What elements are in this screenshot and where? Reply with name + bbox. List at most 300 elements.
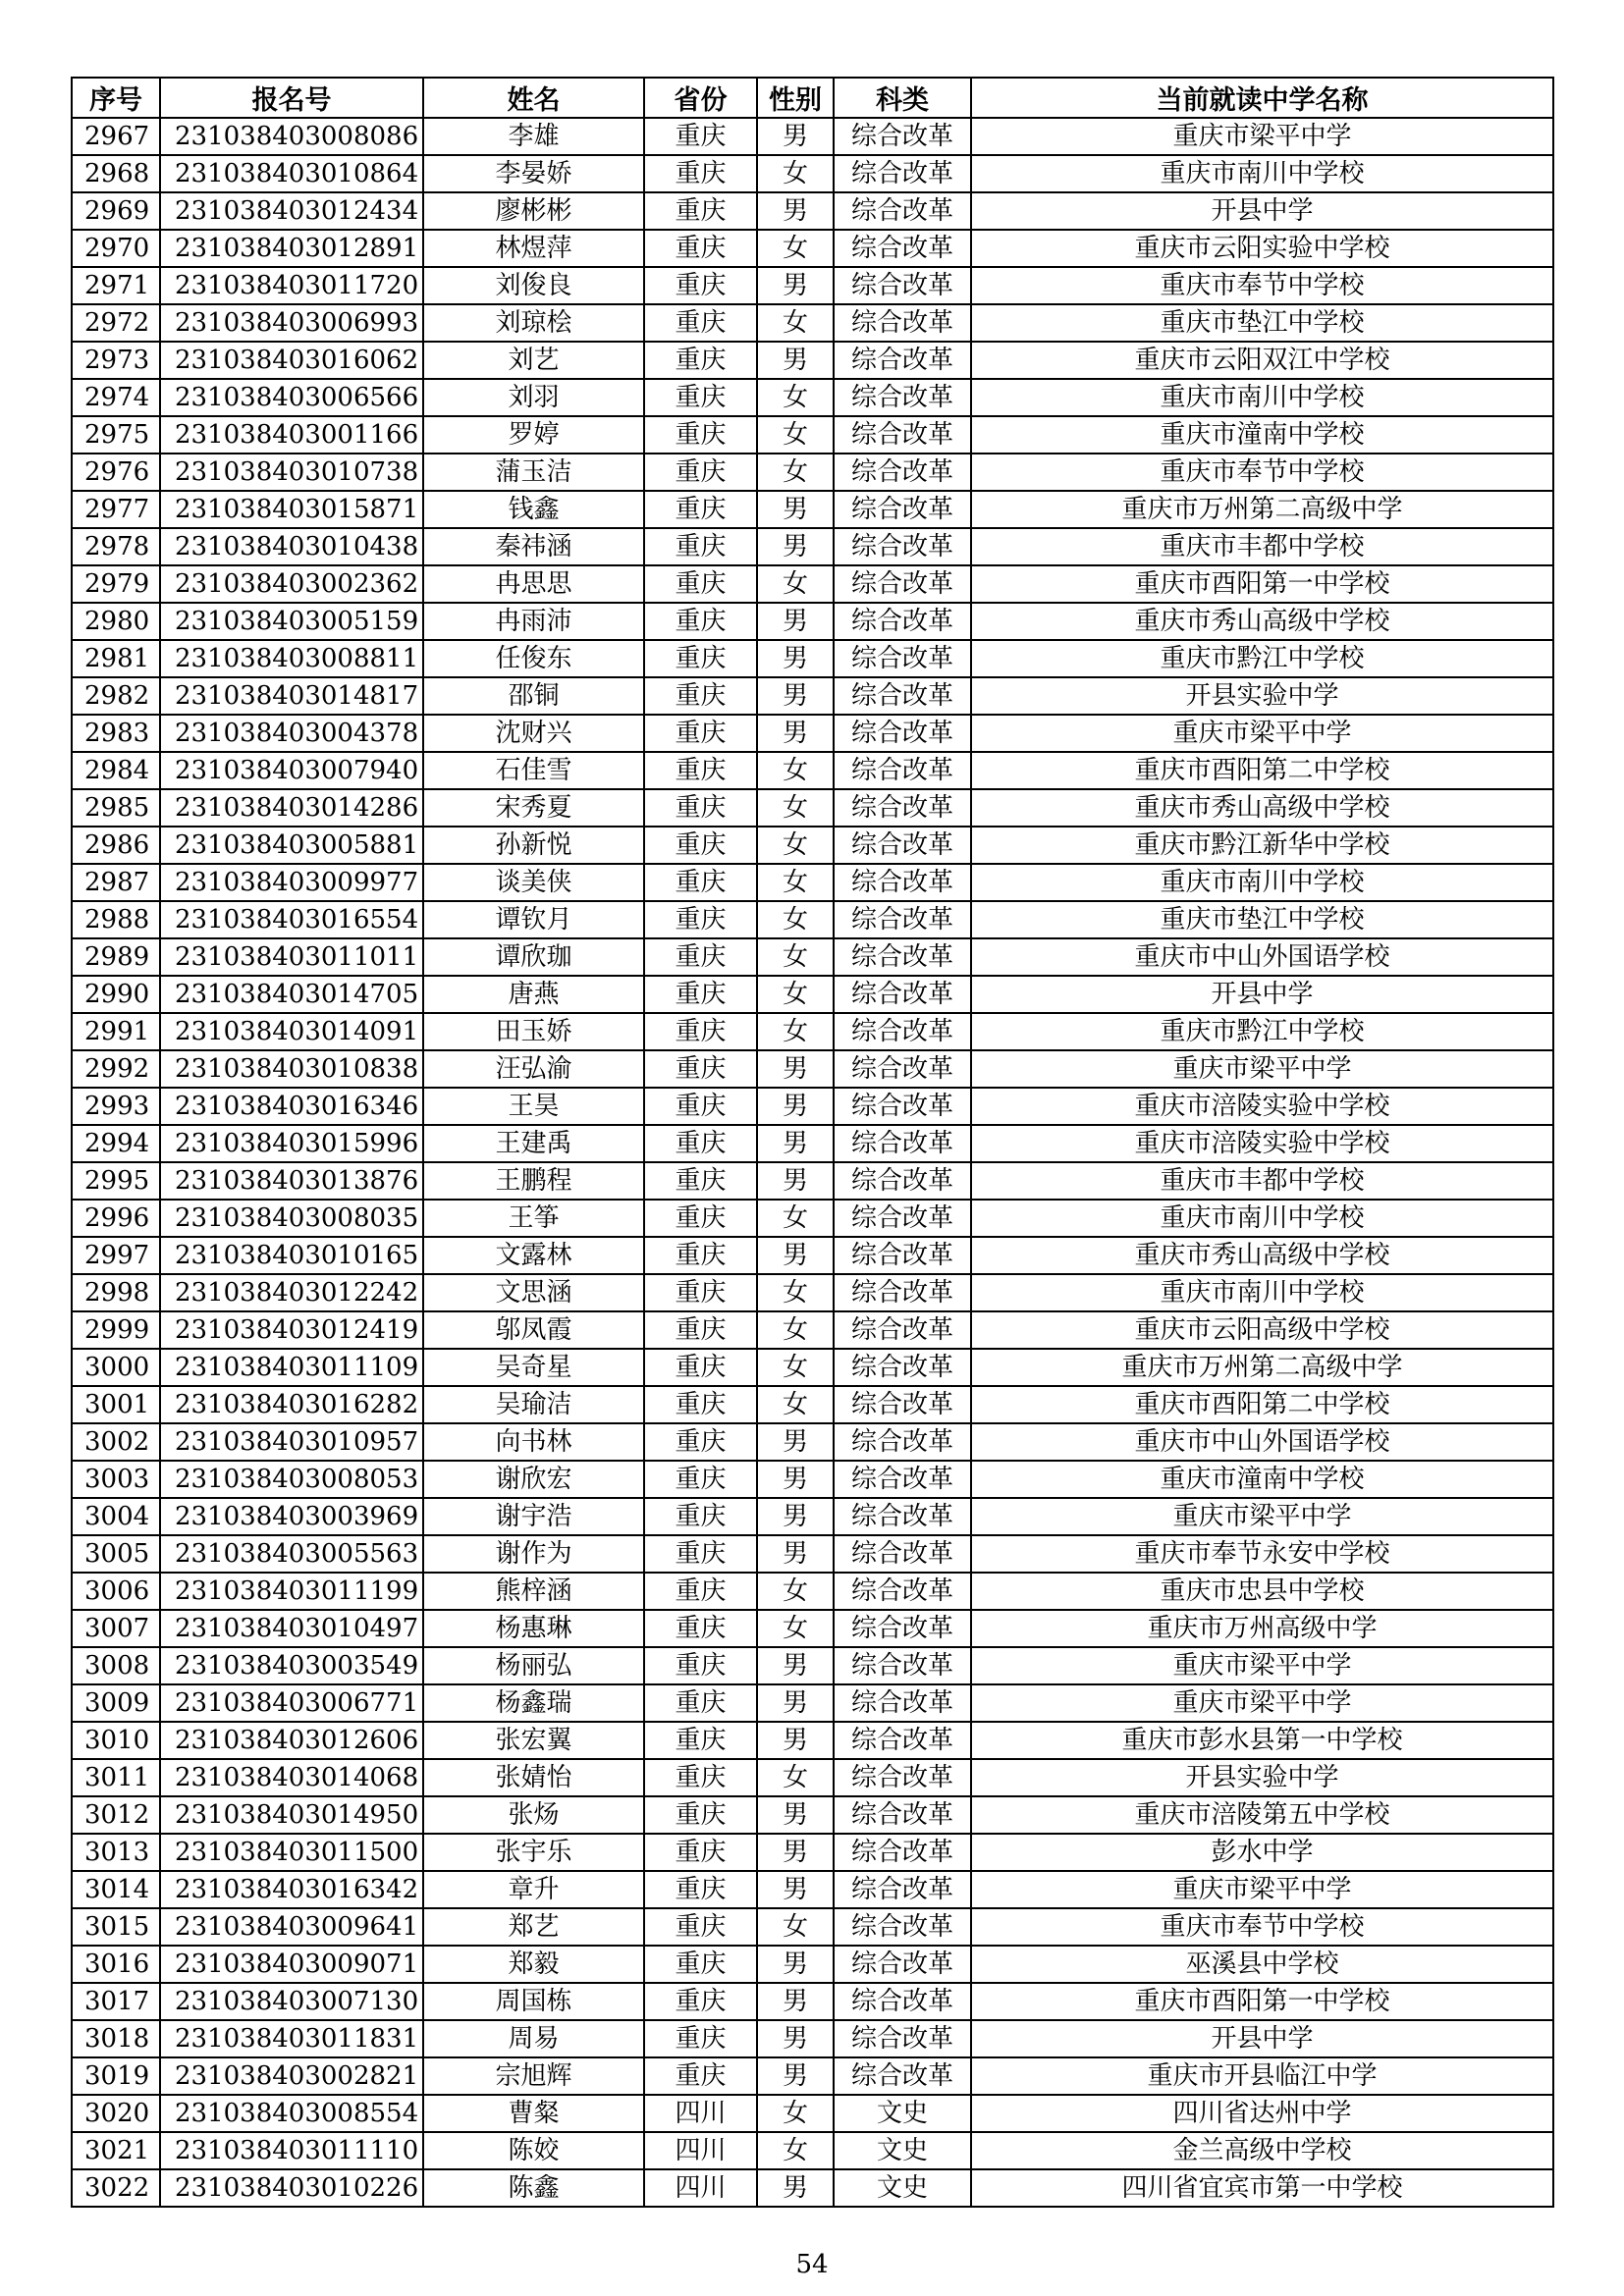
- cell-name: 谢作为: [423, 1535, 644, 1573]
- table-row: [72, 789, 1553, 827]
- cell-registration-no: 231038403016062: [160, 342, 423, 379]
- cell-seq: 3013: [72, 1834, 160, 1871]
- cell-seq: 2986: [72, 827, 160, 864]
- cell-registration-no: 231038403010864: [160, 155, 423, 192]
- cell-gender: 男: [757, 2057, 834, 2095]
- table-row: [72, 1796, 1553, 1834]
- cell-school: 重庆市梁平中学: [971, 715, 1553, 752]
- cell-gender: 女: [757, 379, 834, 416]
- cell-province: 重庆: [644, 1349, 757, 1386]
- cell-school: 开县中学: [971, 2020, 1553, 2057]
- cell-seq: 2968: [72, 155, 160, 192]
- cell-seq: 2996: [72, 1200, 160, 1237]
- cell-seq: 3011: [72, 1759, 160, 1796]
- table-row: [72, 1349, 1553, 1386]
- table-row: [72, 715, 1553, 752]
- cell-seq: 2994: [72, 1125, 160, 1162]
- cell-seq: 3003: [72, 1461, 160, 1498]
- table-row: [72, 1088, 1553, 1125]
- table-row: [72, 1684, 1553, 1722]
- cell-gender: 女: [757, 752, 834, 789]
- cell-gender: 女: [757, 1200, 834, 1237]
- cell-seq: 2980: [72, 603, 160, 640]
- cell-school: 重庆市垫江中学校: [971, 304, 1553, 342]
- cell-registration-no: 231038403008086: [160, 118, 423, 155]
- cell-seq: 2971: [72, 267, 160, 304]
- cell-category: 综合改革: [834, 342, 971, 379]
- cell-school: 重庆市中山外国语学校: [971, 1423, 1553, 1461]
- cell-school: 重庆市云阳高级中学校: [971, 1311, 1553, 1349]
- cell-province: 重庆: [644, 491, 757, 528]
- cell-seq: 2967: [72, 118, 160, 155]
- cell-category: 综合改革: [834, 677, 971, 715]
- cell-name: 王昊: [423, 1088, 644, 1125]
- cell-gender: 女: [757, 789, 834, 827]
- cell-province: 重庆: [644, 192, 757, 230]
- cell-category: 综合改革: [834, 1386, 971, 1423]
- cell-gender: 男: [757, 118, 834, 155]
- table-row: [72, 304, 1553, 342]
- cell-category: 综合改革: [834, 938, 971, 976]
- cell-name: 陈鑫: [423, 2169, 644, 2207]
- cell-province: 重庆: [644, 1834, 757, 1871]
- cell-name: 杨丽弘: [423, 1647, 644, 1684]
- cell-seq: 3001: [72, 1386, 160, 1423]
- cell-registration-no: 231038403010165: [160, 1237, 423, 1274]
- table-row: [72, 752, 1553, 789]
- cell-registration-no: 231038403013876: [160, 1162, 423, 1200]
- cell-province: 重庆: [644, 1274, 757, 1311]
- cell-category: 综合改革: [834, 491, 971, 528]
- cell-registration-no: 231038403011720: [160, 267, 423, 304]
- cell-seq: 2969: [72, 192, 160, 230]
- cell-province: 重庆: [644, 864, 757, 901]
- table-row: [72, 267, 1553, 304]
- cell-province: 重庆: [644, 1237, 757, 1274]
- cell-gender: 女: [757, 416, 834, 454]
- cell-school: 重庆市奉节中学校: [971, 454, 1553, 491]
- cell-seq: 2973: [72, 342, 160, 379]
- cell-gender: 女: [757, 1311, 834, 1349]
- table-body: [72, 118, 1553, 2207]
- cell-seq: 2978: [72, 528, 160, 565]
- cell-school: 重庆市潼南中学校: [971, 416, 1553, 454]
- cell-seq: 3020: [72, 2095, 160, 2132]
- cell-province: 重庆: [644, 1088, 757, 1125]
- header-row: [72, 78, 1553, 118]
- cell-name: 王鹏程: [423, 1162, 644, 1200]
- table-row: [72, 1983, 1553, 2020]
- cell-name: 孙新悦: [423, 827, 644, 864]
- cell-seq: 3018: [72, 2020, 160, 2057]
- cell-name: 张宇乐: [423, 1834, 644, 1871]
- cell-category: 综合改革: [834, 267, 971, 304]
- cell-province: 重庆: [644, 1423, 757, 1461]
- cell-province: 重庆: [644, 938, 757, 976]
- cell-category: 综合改革: [834, 454, 971, 491]
- cell-registration-no: 231038403006771: [160, 1684, 423, 1722]
- cell-registration-no: 231038403011110: [160, 2132, 423, 2169]
- cell-school: 彭水中学: [971, 1834, 1553, 1871]
- cell-gender: 男: [757, 1423, 834, 1461]
- cell-name: 谭欣珈: [423, 938, 644, 976]
- cell-seq: 3002: [72, 1423, 160, 1461]
- cell-category: 综合改革: [834, 1946, 971, 1983]
- cell-registration-no: 231038403005159: [160, 603, 423, 640]
- cell-gender: 女: [757, 155, 834, 192]
- table-row: [72, 118, 1553, 155]
- cell-gender: 女: [757, 565, 834, 603]
- cell-province: 重庆: [644, 752, 757, 789]
- table-row: [72, 1311, 1553, 1349]
- cell-province: 重庆: [644, 1311, 757, 1349]
- cell-category: 综合改革: [834, 2020, 971, 2057]
- cell-category: 综合改革: [834, 230, 971, 267]
- cell-registration-no: 231038403009641: [160, 1908, 423, 1946]
- table-row: [72, 901, 1553, 938]
- cell-registration-no: 231038403010838: [160, 1050, 423, 1088]
- cell-seq: 2972: [72, 304, 160, 342]
- cell-seq: 3022: [72, 2169, 160, 2207]
- cell-province: 重庆: [644, 2057, 757, 2095]
- cell-gender: 男: [757, 715, 834, 752]
- cell-registration-no: 231038403011831: [160, 2020, 423, 2057]
- cell-school: 四川省达州中学: [971, 2095, 1553, 2132]
- table-row: [72, 454, 1553, 491]
- cell-school: 重庆市丰都中学校: [971, 528, 1553, 565]
- cell-province: 重庆: [644, 1461, 757, 1498]
- cell-category: 综合改革: [834, 715, 971, 752]
- cell-gender: 男: [757, 603, 834, 640]
- cell-school: 重庆市南川中学校: [971, 1274, 1553, 1311]
- cell-gender: 男: [757, 1461, 834, 1498]
- table-row: [72, 192, 1553, 230]
- cell-school: 开县实验中学: [971, 677, 1553, 715]
- cell-category: 综合改革: [834, 1983, 971, 2020]
- cell-seq: 2992: [72, 1050, 160, 1088]
- cell-gender: 女: [757, 864, 834, 901]
- cell-registration-no: 231038403008035: [160, 1200, 423, 1237]
- table-row: [72, 1498, 1553, 1535]
- cell-seq: 2979: [72, 565, 160, 603]
- cell-category: 综合改革: [834, 1759, 971, 1796]
- cell-name: 张宏翼: [423, 1722, 644, 1759]
- cell-name: 田玉娇: [423, 1013, 644, 1050]
- cell-province: 重庆: [644, 827, 757, 864]
- cell-name: 唐燕: [423, 976, 644, 1013]
- cell-registration-no: 231038403016346: [160, 1088, 423, 1125]
- cell-seq: 3008: [72, 1647, 160, 1684]
- cell-seq: 2999: [72, 1311, 160, 1349]
- table-row: [72, 2057, 1553, 2095]
- cell-school: 重庆市梁平中学: [971, 1498, 1553, 1535]
- cell-category: 综合改革: [834, 1423, 971, 1461]
- table-row: [72, 1946, 1553, 1983]
- cell-school: 开县实验中学: [971, 1759, 1553, 1796]
- cell-gender: 男: [757, 1722, 834, 1759]
- cell-province: 重庆: [644, 267, 757, 304]
- cell-seq: 2997: [72, 1237, 160, 1274]
- cell-province: 重庆: [644, 1535, 757, 1573]
- cell-seq: 2991: [72, 1013, 160, 1050]
- cell-category: 综合改革: [834, 1834, 971, 1871]
- cell-name: 谢宇浩: [423, 1498, 644, 1535]
- cell-seq: 3007: [72, 1610, 160, 1647]
- cell-school: 重庆市酉阳第一中学校: [971, 565, 1553, 603]
- table-row: [72, 1050, 1553, 1088]
- cell-seq: 3014: [72, 1871, 160, 1908]
- cell-category: 综合改革: [834, 1722, 971, 1759]
- cell-province: 重庆: [644, 342, 757, 379]
- cell-school: 重庆市梁平中学: [971, 1684, 1553, 1722]
- cell-category: 综合改革: [834, 1311, 971, 1349]
- cell-registration-no: 231038403016342: [160, 1871, 423, 1908]
- cell-school: 重庆市梁平中学: [971, 118, 1553, 155]
- table-row: [72, 1573, 1553, 1610]
- cell-gender: 女: [757, 1908, 834, 1946]
- table-row: [72, 1274, 1553, 1311]
- cell-province: 重庆: [644, 1573, 757, 1610]
- cell-province: 重庆: [644, 118, 757, 155]
- cell-school: 重庆市秀山高级中学校: [971, 603, 1553, 640]
- cell-name: 章升: [423, 1871, 644, 1908]
- cell-name: 蒲玉洁: [423, 454, 644, 491]
- cell-province: 重庆: [644, 230, 757, 267]
- admission-list-sheet: [71, 77, 1554, 2208]
- cell-school: 重庆市忠县中学校: [971, 1573, 1553, 1610]
- header-name: 姓名: [423, 78, 644, 118]
- cell-school: 重庆市云阳实验中学校: [971, 230, 1553, 267]
- cell-name: 杨鑫瑞: [423, 1684, 644, 1722]
- cell-gender: 女: [757, 1013, 834, 1050]
- table-row: [72, 1759, 1553, 1796]
- cell-school: 重庆市南川中学校: [971, 1200, 1553, 1237]
- cell-seq: 2989: [72, 938, 160, 976]
- cell-seq: 2990: [72, 976, 160, 1013]
- cell-school: 重庆市南川中学校: [971, 379, 1553, 416]
- cell-province: 重庆: [644, 1200, 757, 1237]
- cell-gender: 男: [757, 640, 834, 677]
- cell-seq: 3017: [72, 1983, 160, 2020]
- cell-name: 郑艺: [423, 1908, 644, 1946]
- cell-gender: 男: [757, 1834, 834, 1871]
- cell-category: 综合改革: [834, 379, 971, 416]
- cell-category: 综合改革: [834, 1684, 971, 1722]
- cell-school: 重庆市南川中学校: [971, 155, 1553, 192]
- cell-name: 文思涵: [423, 1274, 644, 1311]
- cell-category: 综合改革: [834, 304, 971, 342]
- cell-category: 综合改革: [834, 1013, 971, 1050]
- header-gender: 性别: [757, 78, 834, 118]
- table-row: [72, 1162, 1553, 1200]
- cell-gender: 男: [757, 1871, 834, 1908]
- cell-category: 综合改革: [834, 1088, 971, 1125]
- cell-seq: 2983: [72, 715, 160, 752]
- table-row: [72, 640, 1553, 677]
- cell-gender: 男: [757, 1946, 834, 1983]
- cell-school: 重庆市涪陵实验中学校: [971, 1088, 1553, 1125]
- cell-seq: 2988: [72, 901, 160, 938]
- cell-gender: 女: [757, 976, 834, 1013]
- cell-registration-no: 231038403004378: [160, 715, 423, 752]
- cell-province: 重庆: [644, 565, 757, 603]
- cell-category: 综合改革: [834, 1200, 971, 1237]
- cell-registration-no: 231038403010957: [160, 1423, 423, 1461]
- cell-name: 向书林: [423, 1423, 644, 1461]
- cell-category: 综合改革: [834, 864, 971, 901]
- cell-province: 重庆: [644, 2020, 757, 2057]
- cell-seq: 3019: [72, 2057, 160, 2095]
- cell-school: 重庆市奉节永安中学校: [971, 1535, 1553, 1573]
- cell-province: 重庆: [644, 155, 757, 192]
- cell-name: 周易: [423, 2020, 644, 2057]
- cell-gender: 男: [757, 1796, 834, 1834]
- cell-province: 重庆: [644, 1796, 757, 1834]
- cell-gender: 女: [757, 230, 834, 267]
- cell-category: 综合改革: [834, 1535, 971, 1573]
- cell-name: 刘艺: [423, 342, 644, 379]
- cell-name: 刘俊良: [423, 267, 644, 304]
- cell-school: 开县中学: [971, 192, 1553, 230]
- cell-name: 谢欣宏: [423, 1461, 644, 1498]
- table-row: [72, 528, 1553, 565]
- table-row: [72, 565, 1553, 603]
- cell-gender: 女: [757, 2095, 834, 2132]
- cell-seq: 2975: [72, 416, 160, 454]
- cell-registration-no: 231038403010738: [160, 454, 423, 491]
- cell-category: 综合改革: [834, 1871, 971, 1908]
- cell-category: 综合改革: [834, 528, 971, 565]
- cell-registration-no: 231038403001166: [160, 416, 423, 454]
- cell-registration-no: 231038403008811: [160, 640, 423, 677]
- cell-gender: 女: [757, 1349, 834, 1386]
- cell-school: 重庆市垫江中学校: [971, 901, 1553, 938]
- cell-province: 四川: [644, 2095, 757, 2132]
- cell-gender: 女: [757, 454, 834, 491]
- cell-registration-no: 231038403010226: [160, 2169, 423, 2207]
- cell-gender: 女: [757, 1573, 834, 1610]
- cell-category: 综合改革: [834, 1647, 971, 1684]
- table-row: [72, 864, 1553, 901]
- cell-school: 重庆市酉阳第一中学校: [971, 1983, 1553, 2020]
- cell-province: 四川: [644, 2169, 757, 2207]
- table-row: [72, 1125, 1553, 1162]
- table-row: [72, 1610, 1553, 1647]
- cell-name: 王建禹: [423, 1125, 644, 1162]
- cell-seq: 3005: [72, 1535, 160, 1573]
- cell-registration-no: 231038403016554: [160, 901, 423, 938]
- table-row: [72, 1908, 1553, 1946]
- cell-name: 陈姣: [423, 2132, 644, 2169]
- table-row: [72, 2020, 1553, 2057]
- cell-registration-no: 231038403011011: [160, 938, 423, 976]
- cell-gender: 男: [757, 1237, 834, 1274]
- cell-province: 重庆: [644, 1684, 757, 1722]
- cell-registration-no: 231038403016282: [160, 1386, 423, 1423]
- cell-gender: 男: [757, 528, 834, 565]
- table-row: [72, 416, 1553, 454]
- cell-name: 钱鑫: [423, 491, 644, 528]
- cell-school: 重庆市中山外国语学校: [971, 938, 1553, 976]
- cell-registration-no: 231038403012434: [160, 192, 423, 230]
- cell-seq: 3016: [72, 1946, 160, 1983]
- cell-province: 重庆: [644, 1983, 757, 2020]
- cell-category: 文史: [834, 2169, 971, 2207]
- cell-gender: 男: [757, 1535, 834, 1573]
- cell-school: 重庆市秀山高级中学校: [971, 1237, 1553, 1274]
- cell-school: 重庆市梁平中学: [971, 1647, 1553, 1684]
- cell-school: 重庆市南川中学校: [971, 864, 1553, 901]
- cell-province: 重庆: [644, 1162, 757, 1200]
- table-row: [72, 379, 1553, 416]
- header-registration-no: 报名号: [160, 78, 423, 118]
- cell-gender: 女: [757, 938, 834, 976]
- cell-registration-no: 231038403002821: [160, 2057, 423, 2095]
- cell-name: 冉雨沛: [423, 603, 644, 640]
- cell-registration-no: 231038403012242: [160, 1274, 423, 1311]
- cell-seq: 2993: [72, 1088, 160, 1125]
- cell-school: 重庆市万州高级中学: [971, 1610, 1553, 1647]
- cell-name: 李雄: [423, 118, 644, 155]
- cell-category: 综合改革: [834, 1573, 971, 1610]
- cell-name: 刘琼桧: [423, 304, 644, 342]
- cell-seq: 2970: [72, 230, 160, 267]
- cell-name: 汪弘渝: [423, 1050, 644, 1088]
- cell-registration-no: 231038403014091: [160, 1013, 423, 1050]
- cell-category: 综合改革: [834, 1461, 971, 1498]
- table-row: [72, 491, 1553, 528]
- cell-school: 重庆市涪陵第五中学校: [971, 1796, 1553, 1834]
- cell-seq: 3015: [72, 1908, 160, 1946]
- cell-school: 重庆市奉节中学校: [971, 267, 1553, 304]
- cell-school: 重庆市开县临江中学: [971, 2057, 1553, 2095]
- table-row: [72, 1013, 1553, 1050]
- cell-category: 综合改革: [834, 789, 971, 827]
- cell-gender: 男: [757, 1983, 834, 2020]
- admission-table: [71, 77, 1554, 2208]
- cell-province: 重庆: [644, 1050, 757, 1088]
- cell-seq: 2984: [72, 752, 160, 789]
- cell-category: 综合改革: [834, 976, 971, 1013]
- cell-gender: 女: [757, 1610, 834, 1647]
- header-category: 科类: [834, 78, 971, 118]
- cell-registration-no: 231038403011109: [160, 1349, 423, 1386]
- cell-registration-no: 231038403008554: [160, 2095, 423, 2132]
- cell-name: 张炀: [423, 1796, 644, 1834]
- table-row: [72, 1722, 1553, 1759]
- cell-category: 综合改革: [834, 416, 971, 454]
- cell-province: 重庆: [644, 1759, 757, 1796]
- cell-category: 综合改革: [834, 1796, 971, 1834]
- cell-province: 重庆: [644, 1946, 757, 1983]
- cell-category: 文史: [834, 2132, 971, 2169]
- cell-registration-no: 231038403006566: [160, 379, 423, 416]
- cell-province: 重庆: [644, 976, 757, 1013]
- cell-school: 重庆市梁平中学: [971, 1871, 1553, 1908]
- table-row: [72, 1871, 1553, 1908]
- cell-province: 四川: [644, 2132, 757, 2169]
- cell-gender: 女: [757, 1759, 834, 1796]
- table-row: [72, 976, 1553, 1013]
- cell-gender: 女: [757, 1274, 834, 1311]
- cell-seq: 2995: [72, 1162, 160, 1200]
- cell-category: 文史: [834, 2095, 971, 2132]
- cell-seq: 2974: [72, 379, 160, 416]
- cell-seq: 2982: [72, 677, 160, 715]
- table-row: [72, 1386, 1553, 1423]
- cell-registration-no: 231038403003549: [160, 1647, 423, 1684]
- cell-category: 综合改革: [834, 1050, 971, 1088]
